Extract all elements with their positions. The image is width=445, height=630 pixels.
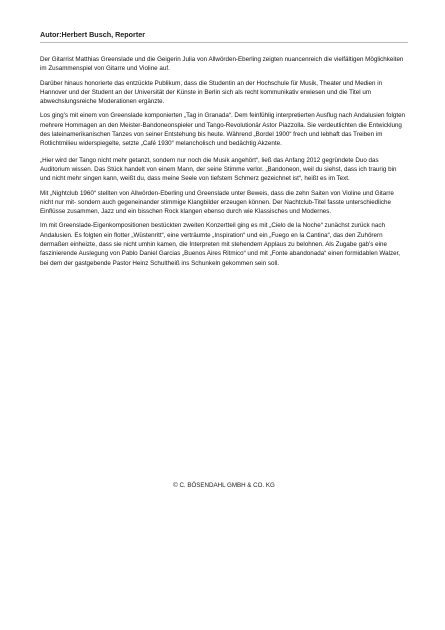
paragraph-nightclub: Mit „Nightclub 1960“ stellten von Allwörden-Eberling und Greenslade unter Beweis, dass die zehn Saiten von Violine und Gitarre nicht nur mit- sondern auch gegeneinander stimmige Klangbilder erzeugen können. Der Nachtclub-Titel fasste unterschiedliche Einflüsse zusammen, Jazz und ein bisschen Rock klangen ebenso durch wie Klassisches und Modernes.: [40, 189, 394, 216]
paragraph-intro: Der Gitarrist Matthias Greenslade und die Geigerin Julia von Allwörden-Eberling zeigten nuancenreich die vielfältigen Möglichkeiten im Zusammenspiel von Gitarre und Violine auf.: [40, 56, 404, 73]
author-line: Autor:Herbert Busch, Reporter: [40, 30, 146, 39]
paragraph-granada: Los ging’s mit einem von Greenslade komponierten „Tag in Granada“. Dem feinfühlig interpretierten Ausflug nach Andalusien folgten mehrere Hommagen an den Meister-Bandoneonspieler und Tango-Revolutionär Astor Piazzolla. Sie verdeutlichten die Entwicklung des lateinamerikanischen Tanzes von seiner Entstehung bis heute. Während „Bordel 1900“ frech und lebhaft das Treiben im Rotlichtmilieu widerspiegelte, setzte „Café 1930“ melancholisch und bedächtig Akzente.: [40, 112, 406, 148]
article: [40, 30, 408, 273]
paragraph-audience: Darüber hinaus honorierte das entzückte Publikum, dass die Studentin an der Hochschule für Musik, Theater und Medien in Hannover und der Student an der Universität der Künste in Berlin sich als recht kommunikativ erwiesen und die Titel um abwechslungsreiche Moderationen ergänzte.: [40, 79, 383, 106]
copyright: © C. BÖSENDAHL GMBH & CO. KG: [173, 482, 275, 489]
paragraph-tango: „Hier wird der Tango nicht mehr getanzt, sondern nur noch die Musik angehört“, ließ das Anfang 2012 gegründete Duo das Auditorium wissen. Das Stück handelt von einem Mann, der seine Stimme verlor. „Bandoneon, weil du siehst, dass ich traurig bin und nicht mehr singen kann, weißt du, dass meine Seele von tiefstem Schmerz gezeichnet ist“, heißt es im Text.: [40, 156, 397, 183]
divider: [40, 42, 408, 43]
paragraph-second-part: Im mit Greenslade-Eigenkompositionen bestückten zweiten Konzertteil ging es mit „Cielo de la Noche“ zunächst zurück nach Andalusien. Es folgten ein flotter „Wüstenritt“, eine verträumte „Inspiration“ und ein „Fuego en la Cantina“, das den Zuhörern dermaßen einheizte, dass sie nicht umhin kamen, die Interpreten mit stehendem Applaus zu belohnen. Als Zugabe gab’s eine faszinierende Auslegung von Pablo Daniel Garcias „Buenos Aires Ritmico“ und mit „Fonte abandonada“ einen formidablen Walzer, bei dem der gastgebende Pastor Heinz Schultheiß ins Schunkeln gekommen sein soll.: [40, 222, 401, 267]
